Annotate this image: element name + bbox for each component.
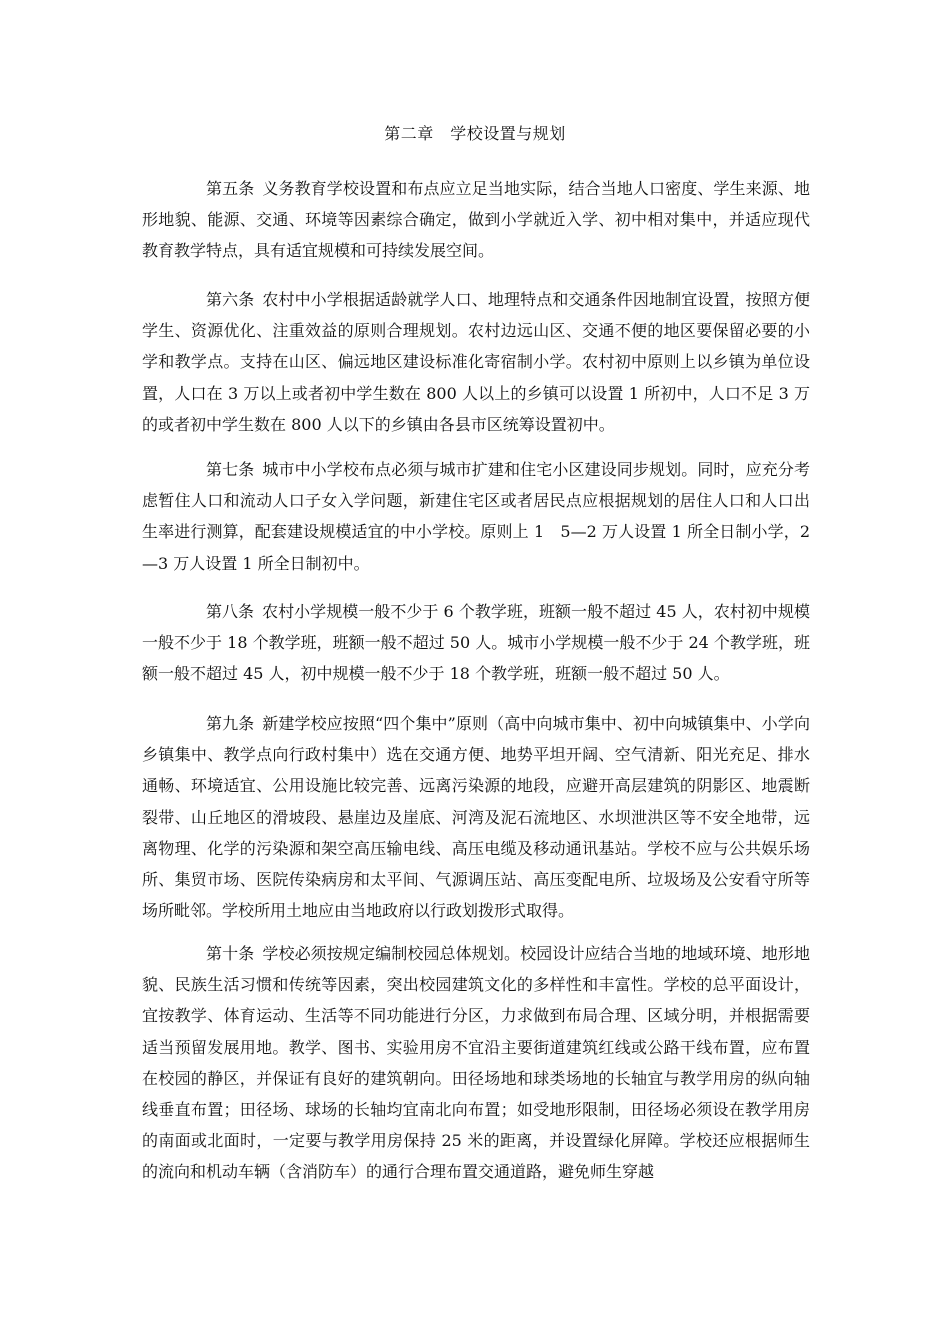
article-label: 第八条 (206, 602, 255, 621)
article-6 (142, 284, 810, 440)
article-label: 第九条 (206, 714, 255, 733)
article-text: 城市中小学校布点必须与城市扩建和住宅小区建设同步规划。同时，应充分考虑暂住人口和流动人口子女入学问题，新建住宅区或者居民点应根据规划的居住人口和人口出生率进行测算，配套建设规模适宜的中小学校。原则上 1 5—2 万人设置 1 所全日制小学，2—3 万人设置 1 所全日制初中。 (142, 460, 810, 573)
article-7 (142, 454, 810, 579)
article-10 (142, 938, 810, 1188)
article-text: 义务教育学校设置和布点应立足当地实际，结合当地人口密度、学生来源、地形地貌、能源、交通、环境等因素综合确定，做到小学就近入学、初中相对集中，并适应现代教育教学特点，具有适宜规模和可持续发展空间。 (142, 179, 810, 261)
article-label: 第五条 (206, 179, 255, 198)
article-text: 学校必须按规定编制校园总体规划。校园设计应结合当地的地域环境、地形地貌、民族生活习惯和传统等因素，突出校园建筑文化的多样性和丰富性。学校的总平面设计，宜按教学、体育运动、生活等不同功能进行分区，力求做到布局合理、区域分明，并根据需要适当预留发展用地。教学、图书、实验用房不宜沿主要街道建筑红线或公路干线布置，应布置在校园的静区，并保证有良好的建筑朝向。田径场地和球类场地的长轴宜与教学用房的纵向轴线垂直布置；田径场、球场的长轴均宜南北向布置；如受地形限制，田径场必须设在教学用房的南面或北面时，一定要与教学用房保持 25 米的距离，并设置绿化屏障。学校还应根据师生的流向和机动车辆（含消防车）的通行合理布置交通道路，避免师生穿越 (142, 944, 810, 1182)
article-text: 农村小学规模一般不少于 6 个教学班，班额一般不超过 45 人，农村初中规模一般不少于 18 个教学班，班额一般不超过 50 人。城市小学规模一般不少于 24 个教学班，班额一般不超过 45 人，初中规模一般不少于 18 个教学班，班额一般不超过 50 人。 (142, 602, 810, 684)
article-text: 新建学校应按照“四个集中”原则（高中向城市集中、初中向城镇集中、小学向乡镇集中、教学点向行政村集中）选在交通方便、地势平坦开阔、空气清新、阳光充足、排水通畅、环境适宜、公用设施比较完善、远离污染源的地段，应避开高层建筑的阴影区、地震断裂带、山丘地区的滑坡段、悬崖边及崖底、河湾及泥石流地区、水坝泄洪区等不安全地带，远离物理、化学的污染源和架空高压输电线、高压电缆及移动通讯基站。学校不应与公共娱乐场所、集贸市场、医院传染病房和太平间、气源调压站、高压变配电所、垃圾场及公安看守所等场所毗邻。学校所用土地应由当地政府以行政划拨形式取得。 (142, 714, 810, 921)
article-label: 第六条 (206, 290, 255, 309)
chapter-title: 第二章 学校设置与规划 (384, 124, 566, 143)
article-label: 第七条 (206, 460, 255, 479)
article-8 (142, 596, 810, 690)
article-5 (142, 173, 810, 267)
article-label: 第十条 (206, 944, 255, 963)
article-text: 农村中小学根据适龄就学人口、地理特点和交通条件因地制宜设置，按照方便学生、资源优化、注重效益的原则合理规划。农村边远山区、交通不便的地区要保留必要的小学和教学点。支持在山区、偏远地区建设标准化寄宿制小学。农村初中原则上以乡镇为单位设置，人口在 3 万以上或者初中学生数在 800 人以上的乡镇可以设置 1 所初中，人口不足 3 万的或者初中学生数在 800 人以下的乡镇由各县市区统筹设置初中。 (142, 290, 810, 434)
article-9 (142, 708, 810, 926)
